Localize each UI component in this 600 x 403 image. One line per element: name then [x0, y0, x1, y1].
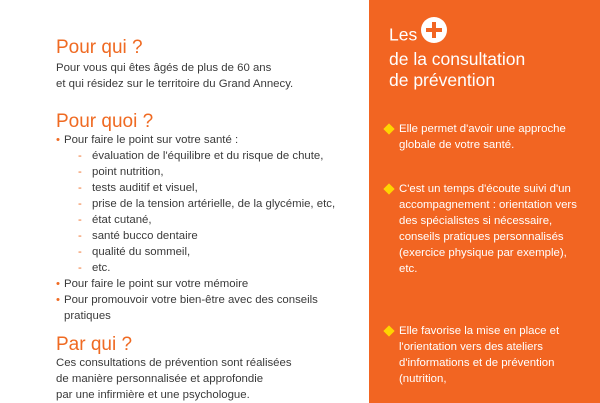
list-item — [56, 132, 356, 276]
advantage-text: Elle permet d'avoir une approche globale de votre santé. — [399, 123, 566, 151]
box-title — [389, 23, 525, 91]
pour-qui-text — [56, 60, 356, 92]
plus-circle-icon — [421, 17, 447, 43]
point-sante: Pour faire le point sur votre santé : — [64, 134, 239, 146]
advantage-text: C'est un temps d'écoute suivi d'un accompagnement : orientation vers des spécialistes si nécessaire, conseils pratiques personnalisés (exercice physique par exemple), etc. — [399, 183, 577, 275]
list-item: - prise de la tension artérielle, de la glycémie, etc, — [86, 196, 356, 212]
advantage-item — [385, 121, 585, 153]
heading-par-qui: Par qui ? — [56, 334, 133, 355]
box-title-line-3: de prévention — [389, 70, 496, 90]
advantage-text: Elle favorise la mise en place et l'orientation vers des ateliers d'informations et de prévention (nutrition, — [399, 325, 560, 385]
advantage-item — [385, 323, 585, 387]
par-qui-line-3: par une infirmière et une psychologue. — [56, 389, 250, 401]
par-qui-line-1: Ces consultations de prévention sont réalisées — [56, 357, 292, 369]
box-title-prefix: Les — [389, 24, 418, 45]
advantages-box — [369, 0, 600, 403]
list-item: - tests auditif et visuel, — [86, 180, 356, 196]
list-item: - évaluation de l'équilibre et du risque de chute, — [86, 148, 356, 164]
pour-qui-line-1: Pour vous qui êtes âgés de plus de 60 ans — [56, 62, 272, 74]
list-item: • Pour promouvoir votre bien-être avec des conseils pratiques — [56, 292, 356, 324]
list-item: - santé bucco dentaire — [86, 228, 356, 244]
par-qui-text — [56, 355, 356, 403]
left-column — [56, 0, 356, 403]
list-item: • Pour faire le point sur votre mémoire — [56, 276, 356, 292]
box-title-line-1 — [389, 23, 525, 49]
pour-quoi-list — [56, 132, 356, 324]
box-title-line-2: de la consultation — [389, 49, 526, 69]
pour-qui-line-2: et qui résidez sur le territoire du Grand Annecy. — [56, 78, 294, 90]
advantage-item — [385, 181, 585, 277]
par-qui-line-2: de manière personnalisée et approfondie — [56, 373, 264, 385]
heading-pour-quoi: Pour quoi ? — [56, 111, 154, 132]
list-item: - etc. — [86, 260, 356, 276]
list-item: - qualité du sommeil, — [86, 244, 356, 260]
list-item: - état cutané, — [86, 212, 356, 228]
sub-list — [64, 148, 356, 276]
list-item: - point nutrition, — [86, 164, 356, 180]
heading-pour-qui: Pour qui ? — [56, 37, 143, 58]
